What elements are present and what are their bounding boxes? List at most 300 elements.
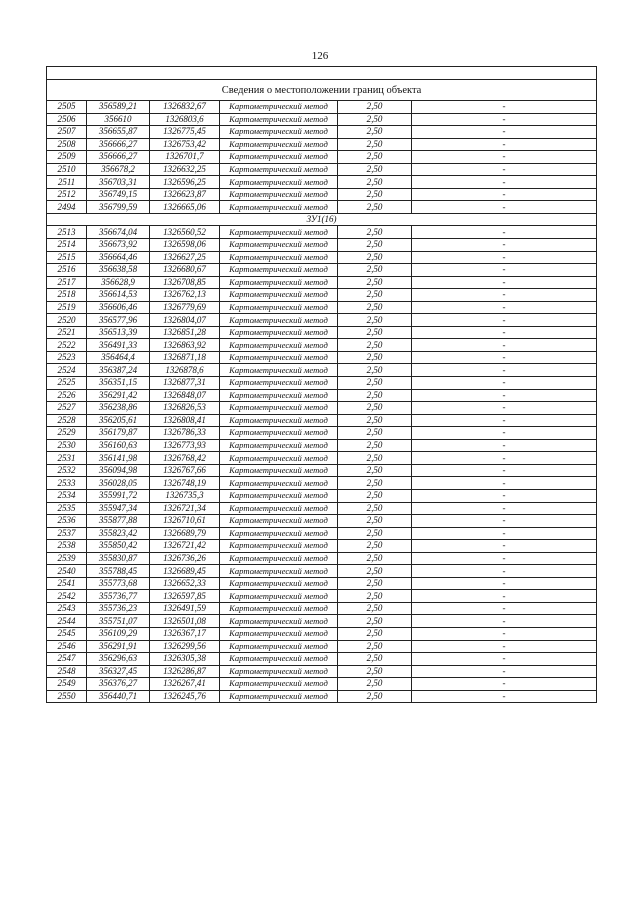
method-cell: Картометрический метод — [220, 615, 338, 628]
method-cell: Картометрический метод — [220, 176, 338, 189]
y-coordinate-cell: 1326753,42 — [150, 138, 220, 151]
table-header-blank-row — [47, 67, 597, 80]
table-row — [47, 113, 597, 126]
accuracy-cell: 2,50 — [338, 176, 412, 189]
table-row — [47, 314, 597, 327]
x-coordinate-cell: 355830,87 — [87, 552, 150, 565]
x-coordinate-cell: 356440,71 — [87, 690, 150, 703]
accuracy-cell: 2,50 — [338, 540, 412, 553]
x-coordinate-cell: 356376,27 — [87, 678, 150, 691]
method-cell: Картометрический метод — [220, 515, 338, 528]
table-row — [47, 402, 597, 415]
point-number-cell: 2539 — [47, 552, 87, 565]
x-coordinate-cell: 355751,07 — [87, 615, 150, 628]
description-cell: - — [412, 602, 597, 615]
table-row — [47, 527, 597, 540]
accuracy-cell: 2,50 — [338, 439, 412, 452]
section-label: ЗУ1(16) — [47, 213, 597, 226]
accuracy-cell: 2,50 — [338, 201, 412, 214]
y-coordinate-cell: 1326267,41 — [150, 678, 220, 691]
method-cell: Картометрический метод — [220, 377, 338, 390]
point-number-cell: 2516 — [47, 264, 87, 277]
description-cell: - — [412, 552, 597, 565]
y-coordinate-cell: 1326762,13 — [150, 289, 220, 302]
accuracy-cell: 2,50 — [338, 351, 412, 364]
description-cell: - — [412, 289, 597, 302]
y-coordinate-cell: 1326689,45 — [150, 565, 220, 578]
method-cell: Картометрический метод — [220, 452, 338, 465]
description-cell: - — [412, 477, 597, 490]
description-cell: - — [412, 565, 597, 578]
method-cell: Картометрический метод — [220, 239, 338, 252]
point-number-cell: 2508 — [47, 138, 87, 151]
point-number-cell: 2511 — [47, 176, 87, 189]
accuracy-cell: 2,50 — [338, 414, 412, 427]
boundary-table-container — [46, 66, 596, 703]
accuracy-cell: 2,50 — [338, 665, 412, 678]
description-cell: - — [412, 126, 597, 139]
point-number-cell: 2544 — [47, 615, 87, 628]
y-coordinate-cell: 1326878,6 — [150, 364, 220, 377]
table-row — [47, 389, 597, 402]
table-row — [47, 364, 597, 377]
x-coordinate-cell: 356464,4 — [87, 351, 150, 364]
point-number-cell: 2494 — [47, 201, 87, 214]
description-cell: - — [412, 678, 597, 691]
accuracy-cell: 2,50 — [338, 690, 412, 703]
accuracy-cell: 2,50 — [338, 477, 412, 490]
accuracy-cell: 2,50 — [338, 402, 412, 415]
point-number-cell: 2517 — [47, 276, 87, 289]
method-cell: Картометрический метод — [220, 414, 338, 427]
table-row — [47, 590, 597, 603]
y-coordinate-cell: 1326560,52 — [150, 226, 220, 239]
y-coordinate-cell: 1326779,69 — [150, 301, 220, 314]
x-coordinate-cell: 355788,45 — [87, 565, 150, 578]
accuracy-cell: 2,50 — [338, 301, 412, 314]
method-cell: Картометрический метод — [220, 690, 338, 703]
y-coordinate-cell: 1326808,41 — [150, 414, 220, 427]
table-title: Сведения о местоположении границ объекта — [47, 80, 597, 101]
method-cell: Картометрический метод — [220, 301, 338, 314]
table-row — [47, 301, 597, 314]
description-cell: - — [412, 138, 597, 151]
y-coordinate-cell: 1326652,33 — [150, 577, 220, 590]
description-cell: - — [412, 339, 597, 352]
x-coordinate-cell: 355736,77 — [87, 590, 150, 603]
description-cell: - — [412, 402, 597, 415]
table-row — [47, 552, 597, 565]
y-coordinate-cell: 1326851,28 — [150, 326, 220, 339]
accuracy-cell: 2,50 — [338, 515, 412, 528]
method-cell: Картометрический метод — [220, 276, 338, 289]
y-coordinate-cell: 1326804,07 — [150, 314, 220, 327]
accuracy-cell: 2,50 — [338, 289, 412, 302]
description-cell: - — [412, 527, 597, 540]
x-coordinate-cell: 356160,63 — [87, 439, 150, 452]
table-row — [47, 577, 597, 590]
method-cell: Картометрический метод — [220, 678, 338, 691]
accuracy-cell: 2,50 — [338, 527, 412, 540]
method-cell: Картометрический метод — [220, 163, 338, 176]
method-cell: Картометрический метод — [220, 577, 338, 590]
description-cell: - — [412, 615, 597, 628]
table-row — [47, 627, 597, 640]
method-cell: Картометрический метод — [220, 326, 338, 339]
x-coordinate-cell: 356666,27 — [87, 138, 150, 151]
accuracy-cell: 2,50 — [338, 615, 412, 628]
y-coordinate-cell: 1326598,06 — [150, 239, 220, 252]
x-coordinate-cell: 356610 — [87, 113, 150, 126]
table-row — [47, 126, 597, 139]
description-cell: - — [412, 627, 597, 640]
description-cell: - — [412, 301, 597, 314]
point-number-cell: 2519 — [47, 301, 87, 314]
method-cell: Картометрический метод — [220, 627, 338, 640]
point-number-cell: 2530 — [47, 439, 87, 452]
method-cell: Картометрический метод — [220, 389, 338, 402]
x-coordinate-cell: 356577,96 — [87, 314, 150, 327]
y-coordinate-cell: 1326832,67 — [150, 101, 220, 114]
x-coordinate-cell: 355877,88 — [87, 515, 150, 528]
point-number-cell: 2520 — [47, 314, 87, 327]
x-coordinate-cell: 355947,34 — [87, 502, 150, 515]
y-coordinate-cell: 1326710,61 — [150, 515, 220, 528]
y-coordinate-cell: 1326305,38 — [150, 653, 220, 666]
description-cell: - — [412, 489, 597, 502]
description-cell: - — [412, 151, 597, 164]
description-cell: - — [412, 464, 597, 477]
accuracy-cell: 2,50 — [338, 151, 412, 164]
description-cell: - — [412, 364, 597, 377]
table-row — [47, 239, 597, 252]
x-coordinate-cell: 356614,53 — [87, 289, 150, 302]
accuracy-cell: 2,50 — [338, 226, 412, 239]
description-cell: - — [412, 640, 597, 653]
table-row — [47, 176, 597, 189]
accuracy-cell: 2,50 — [338, 565, 412, 578]
y-coordinate-cell: 1326286,87 — [150, 665, 220, 678]
point-number-cell: 2536 — [47, 515, 87, 528]
point-number-cell: 2548 — [47, 665, 87, 678]
point-number-cell: 2510 — [47, 163, 87, 176]
table-row — [47, 439, 597, 452]
accuracy-cell: 2,50 — [338, 464, 412, 477]
x-coordinate-cell: 356664,46 — [87, 251, 150, 264]
description-cell: - — [412, 163, 597, 176]
y-coordinate-cell: 1326877,31 — [150, 377, 220, 390]
method-cell: Картометрический метод — [220, 602, 338, 615]
point-number-cell: 2529 — [47, 427, 87, 440]
table-row — [47, 690, 597, 703]
point-number-cell: 2505 — [47, 101, 87, 114]
x-coordinate-cell: 356109,29 — [87, 627, 150, 640]
description-cell: - — [412, 276, 597, 289]
table-row — [47, 264, 597, 277]
x-coordinate-cell: 355991,72 — [87, 489, 150, 502]
x-coordinate-cell: 356028,05 — [87, 477, 150, 490]
method-cell: Картометрический метод — [220, 402, 338, 415]
method-cell: Картометрический метод — [220, 201, 338, 214]
point-number-cell: 2545 — [47, 627, 87, 640]
accuracy-cell: 2,50 — [338, 264, 412, 277]
accuracy-cell: 2,50 — [338, 590, 412, 603]
description-cell: - — [412, 414, 597, 427]
x-coordinate-cell: 356673,92 — [87, 239, 150, 252]
y-coordinate-cell: 1326299,56 — [150, 640, 220, 653]
description-cell: - — [412, 351, 597, 364]
description-cell: - — [412, 389, 597, 402]
description-cell: - — [412, 665, 597, 678]
y-coordinate-cell: 1326623,87 — [150, 188, 220, 201]
description-cell: - — [412, 577, 597, 590]
method-cell: Картометрический метод — [220, 364, 338, 377]
y-coordinate-cell: 1326748,19 — [150, 477, 220, 490]
point-number-cell: 2532 — [47, 464, 87, 477]
x-coordinate-cell: 356678,2 — [87, 163, 150, 176]
table-row — [47, 515, 597, 528]
method-cell: Картометрический метод — [220, 527, 338, 540]
point-number-cell: 2524 — [47, 364, 87, 377]
method-cell: Картометрический метод — [220, 264, 338, 277]
table-row — [47, 289, 597, 302]
description-cell: - — [412, 515, 597, 528]
x-coordinate-cell: 356749,15 — [87, 188, 150, 201]
x-coordinate-cell: 356666,27 — [87, 151, 150, 164]
method-cell: Картометрический метод — [220, 251, 338, 264]
x-coordinate-cell: 356296,63 — [87, 653, 150, 666]
method-cell: Картометрический метод — [220, 113, 338, 126]
description-cell: - — [412, 264, 597, 277]
y-coordinate-cell: 1326775,45 — [150, 126, 220, 139]
method-cell: Картометрический метод — [220, 138, 338, 151]
table-row — [47, 640, 597, 653]
page-number: 126 — [311, 50, 329, 62]
y-coordinate-cell: 1326735,3 — [150, 489, 220, 502]
description-cell: - — [412, 590, 597, 603]
table-row — [47, 452, 597, 465]
table-row — [47, 339, 597, 352]
method-cell: Картометрический метод — [220, 289, 338, 302]
point-number-cell: 2514 — [47, 239, 87, 252]
method-cell: Картометрический метод — [220, 226, 338, 239]
point-number-cell: 2543 — [47, 602, 87, 615]
description-cell: - — [412, 653, 597, 666]
x-coordinate-cell: 356179,87 — [87, 427, 150, 440]
accuracy-cell: 2,50 — [338, 188, 412, 201]
accuracy-cell: 2,50 — [338, 627, 412, 640]
method-cell: Картометрический метод — [220, 101, 338, 114]
description-cell: - — [412, 188, 597, 201]
method-cell: Картометрический метод — [220, 665, 338, 678]
y-coordinate-cell: 1326768,42 — [150, 452, 220, 465]
accuracy-cell: 2,50 — [338, 126, 412, 139]
x-coordinate-cell: 356491,33 — [87, 339, 150, 352]
x-coordinate-cell: 355823,42 — [87, 527, 150, 540]
point-number-cell: 2546 — [47, 640, 87, 653]
x-coordinate-cell: 356655,87 — [87, 126, 150, 139]
method-cell: Картометрический метод — [220, 427, 338, 440]
table-row — [47, 351, 597, 364]
point-number-cell: 2525 — [47, 377, 87, 390]
x-coordinate-cell: 356291,91 — [87, 640, 150, 653]
accuracy-cell: 2,50 — [338, 163, 412, 176]
table-row — [47, 565, 597, 578]
method-cell: Картометрический метод — [220, 351, 338, 364]
table-row — [47, 615, 597, 628]
method-cell: Картометрический метод — [220, 126, 338, 139]
y-coordinate-cell: 1326627,25 — [150, 251, 220, 264]
y-coordinate-cell: 1326701,7 — [150, 151, 220, 164]
method-cell: Картометрический метод — [220, 653, 338, 666]
y-coordinate-cell: 1326871,18 — [150, 351, 220, 364]
method-cell: Картометрический метод — [220, 565, 338, 578]
table-row — [47, 188, 597, 201]
x-coordinate-cell: 355773,68 — [87, 577, 150, 590]
accuracy-cell: 2,50 — [338, 552, 412, 565]
y-coordinate-cell: 1326501,08 — [150, 615, 220, 628]
y-coordinate-cell: 1326632,25 — [150, 163, 220, 176]
accuracy-cell: 2,50 — [338, 113, 412, 126]
point-number-cell: 2507 — [47, 126, 87, 139]
point-number-cell: 2541 — [47, 577, 87, 590]
point-number-cell: 2528 — [47, 414, 87, 427]
y-coordinate-cell: 1326680,67 — [150, 264, 220, 277]
y-coordinate-cell: 1326848,07 — [150, 389, 220, 402]
point-number-cell: 2547 — [47, 653, 87, 666]
point-number-cell: 2513 — [47, 226, 87, 239]
y-coordinate-cell: 1326689,79 — [150, 527, 220, 540]
accuracy-cell: 2,50 — [338, 101, 412, 114]
accuracy-cell: 2,50 — [338, 489, 412, 502]
y-coordinate-cell: 1326863,92 — [150, 339, 220, 352]
point-number-cell: 2506 — [47, 113, 87, 126]
table-row — [47, 653, 597, 666]
y-coordinate-cell: 1326708,85 — [150, 276, 220, 289]
description-cell: - — [412, 251, 597, 264]
method-cell: Картометрический метод — [220, 151, 338, 164]
boundary-table — [46, 66, 597, 703]
point-number-cell: 2535 — [47, 502, 87, 515]
x-coordinate-cell: 356703,31 — [87, 176, 150, 189]
y-coordinate-cell: 1326826,53 — [150, 402, 220, 415]
table-row — [47, 151, 597, 164]
accuracy-cell: 2,50 — [338, 239, 412, 252]
table-row — [47, 665, 597, 678]
accuracy-cell: 2,50 — [338, 602, 412, 615]
method-cell: Картометрический метод — [220, 339, 338, 352]
table-row — [47, 138, 597, 151]
y-coordinate-cell: 1326665,06 — [150, 201, 220, 214]
x-coordinate-cell: 356628,9 — [87, 276, 150, 289]
y-coordinate-cell: 1326803,6 — [150, 113, 220, 126]
description-cell: - — [412, 226, 597, 239]
y-coordinate-cell: 1326773,93 — [150, 439, 220, 452]
y-coordinate-cell: 1326367,17 — [150, 627, 220, 640]
y-coordinate-cell: 1326767,66 — [150, 464, 220, 477]
y-coordinate-cell: 1326596,25 — [150, 176, 220, 189]
description-cell: - — [412, 502, 597, 515]
x-coordinate-cell: 356351,15 — [87, 377, 150, 390]
accuracy-cell: 2,50 — [338, 678, 412, 691]
accuracy-cell: 2,50 — [338, 339, 412, 352]
table-row — [47, 502, 597, 515]
y-coordinate-cell: 1326721,34 — [150, 502, 220, 515]
point-number-cell: 2550 — [47, 690, 87, 703]
point-number-cell: 2521 — [47, 326, 87, 339]
y-coordinate-cell: 1326245,76 — [150, 690, 220, 703]
table-row — [47, 414, 597, 427]
method-cell: Картометрический метод — [220, 464, 338, 477]
x-coordinate-cell: 356141,98 — [87, 452, 150, 465]
description-cell: - — [412, 439, 597, 452]
description-cell: - — [412, 113, 597, 126]
description-cell: - — [412, 314, 597, 327]
x-coordinate-cell: 356205,61 — [87, 414, 150, 427]
point-number-cell: 2512 — [47, 188, 87, 201]
x-coordinate-cell: 356291,42 — [87, 389, 150, 402]
description-cell: - — [412, 326, 597, 339]
method-cell: Картометрический метод — [220, 640, 338, 653]
table-row — [47, 489, 597, 502]
x-coordinate-cell: 356094,98 — [87, 464, 150, 477]
section-row — [47, 213, 597, 226]
point-number-cell: 2538 — [47, 540, 87, 553]
accuracy-cell: 2,50 — [338, 377, 412, 390]
x-coordinate-cell: 356799,59 — [87, 201, 150, 214]
table-row — [47, 464, 597, 477]
description-cell: - — [412, 176, 597, 189]
accuracy-cell: 2,50 — [338, 389, 412, 402]
table-row — [47, 602, 597, 615]
description-cell: - — [412, 201, 597, 214]
table-row — [47, 477, 597, 490]
y-coordinate-cell: 1326721,42 — [150, 540, 220, 553]
accuracy-cell: 2,50 — [338, 427, 412, 440]
description-cell: - — [412, 540, 597, 553]
description-cell: - — [412, 101, 597, 114]
method-cell: Картометрический метод — [220, 439, 338, 452]
description-cell: - — [412, 377, 597, 390]
point-number-cell: 2526 — [47, 389, 87, 402]
point-number-cell: 2540 — [47, 565, 87, 578]
accuracy-cell: 2,50 — [338, 364, 412, 377]
table-row — [47, 377, 597, 390]
table-row — [47, 276, 597, 289]
point-number-cell: 2518 — [47, 289, 87, 302]
accuracy-cell: 2,50 — [338, 502, 412, 515]
accuracy-cell: 2,50 — [338, 653, 412, 666]
x-coordinate-cell: 355850,42 — [87, 540, 150, 553]
accuracy-cell: 2,50 — [338, 251, 412, 264]
y-coordinate-cell: 1326597,85 — [150, 590, 220, 603]
method-cell: Картометрический метод — [220, 188, 338, 201]
method-cell: Картометрический метод — [220, 489, 338, 502]
table-title-row — [47, 80, 597, 101]
accuracy-cell: 2,50 — [338, 640, 412, 653]
method-cell: Картометрический метод — [220, 502, 338, 515]
method-cell: Картометрический метод — [220, 590, 338, 603]
accuracy-cell: 2,50 — [338, 452, 412, 465]
table-row — [47, 201, 597, 214]
point-number-cell: 2542 — [47, 590, 87, 603]
point-number-cell: 2531 — [47, 452, 87, 465]
accuracy-cell: 2,50 — [338, 276, 412, 289]
point-number-cell: 2527 — [47, 402, 87, 415]
point-number-cell: 2537 — [47, 527, 87, 540]
y-coordinate-cell: 1326491,59 — [150, 602, 220, 615]
x-coordinate-cell: 356674,04 — [87, 226, 150, 239]
